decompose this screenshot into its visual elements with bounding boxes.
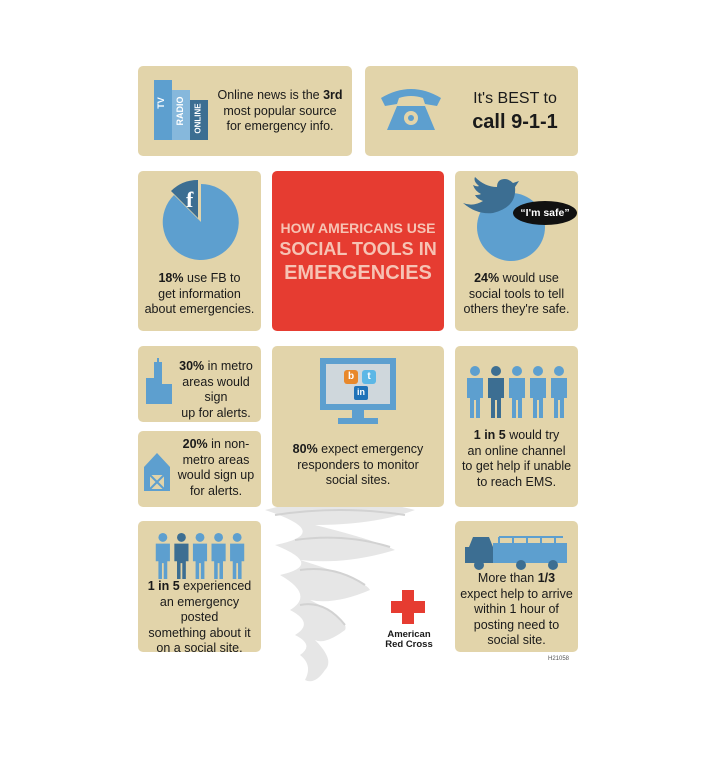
person-icon [530,366,546,418]
red-cross-logo-text: American Red Cross [385,629,433,650]
barn-icon [142,451,172,493]
metro-card [138,346,261,422]
call-911-line1: It's BEST to [473,90,557,107]
facebook-card [138,171,261,331]
metro-text: 30% in metro areas would sign up for alerts. [179,359,253,420]
nonmetro-text: 20% in non- metro areas would sign up for alerts. [177,437,255,498]
blogger-icon: b [347,371,355,382]
person-icon [230,533,244,579]
person-icon [488,366,504,418]
online-channel-text: 1 in 5 would try an online channel to get help if unable to reach EMS. [461,428,572,489]
news-text: Online news is the 3rd most popular source for emergency info. [217,88,343,133]
twitter-icon: t [367,371,371,382]
person-icon [156,533,170,579]
stack-label-tv: TV [156,97,166,109]
twitter-card [455,171,578,331]
nonmetro-card [138,431,261,507]
city-skyline-icon [144,358,174,404]
telephone-icon [379,84,443,134]
help-hour-card [455,521,578,652]
news-card [138,66,352,156]
graphic-code: H21058 [548,656,570,662]
title-line-3: EMERGENCIES [284,262,432,284]
person-icon [467,366,483,418]
call-911-card [365,66,578,156]
stack-label-radio: RADIO [175,96,185,126]
red-cross-icon [391,590,425,624]
people-icons [146,533,254,579]
person-icon [509,366,525,418]
online-channel-card [455,346,578,507]
experienced-card [138,521,261,655]
title-card [272,171,444,331]
title-line-2 [272,239,444,260]
linkedin-icon: in [357,387,365,397]
help-hour-text: More than 1/3 expect help to arrive within 1 hour of posting need to social site. [460,571,573,647]
experienced-text: 1 in 5 experienced an emergency posted something about it on a social site. [147,579,252,655]
people-icons [463,366,571,418]
title-social-tools: SOCIAL TOOLS [279,239,414,259]
title-line-1: HOW AMERICANS USE [280,220,436,236]
monitor-card [272,346,444,507]
title-in: IN [418,239,437,259]
monitor-text: 80% expect emergency responders to monitor social sites. [292,442,424,487]
person-icon [174,533,188,579]
facebook-text: 18% use FB to get information about emergencies. [144,271,255,316]
twitter-bird-icon [461,177,521,217]
person-icon [193,533,207,579]
facebook-pie-icon [162,177,240,255]
facebook-icon: f [186,187,194,212]
twitter-text: 24% would use social tools to tell others they're safe. [463,271,570,316]
person-icon [212,533,226,579]
fire-truck-icon [463,531,571,571]
im-safe-text: “I'm safe” [520,207,570,219]
stack-label-online: ONLINE [193,103,203,134]
call-911-line2: call 9-1-1 [472,111,558,133]
person-icon [551,366,567,418]
